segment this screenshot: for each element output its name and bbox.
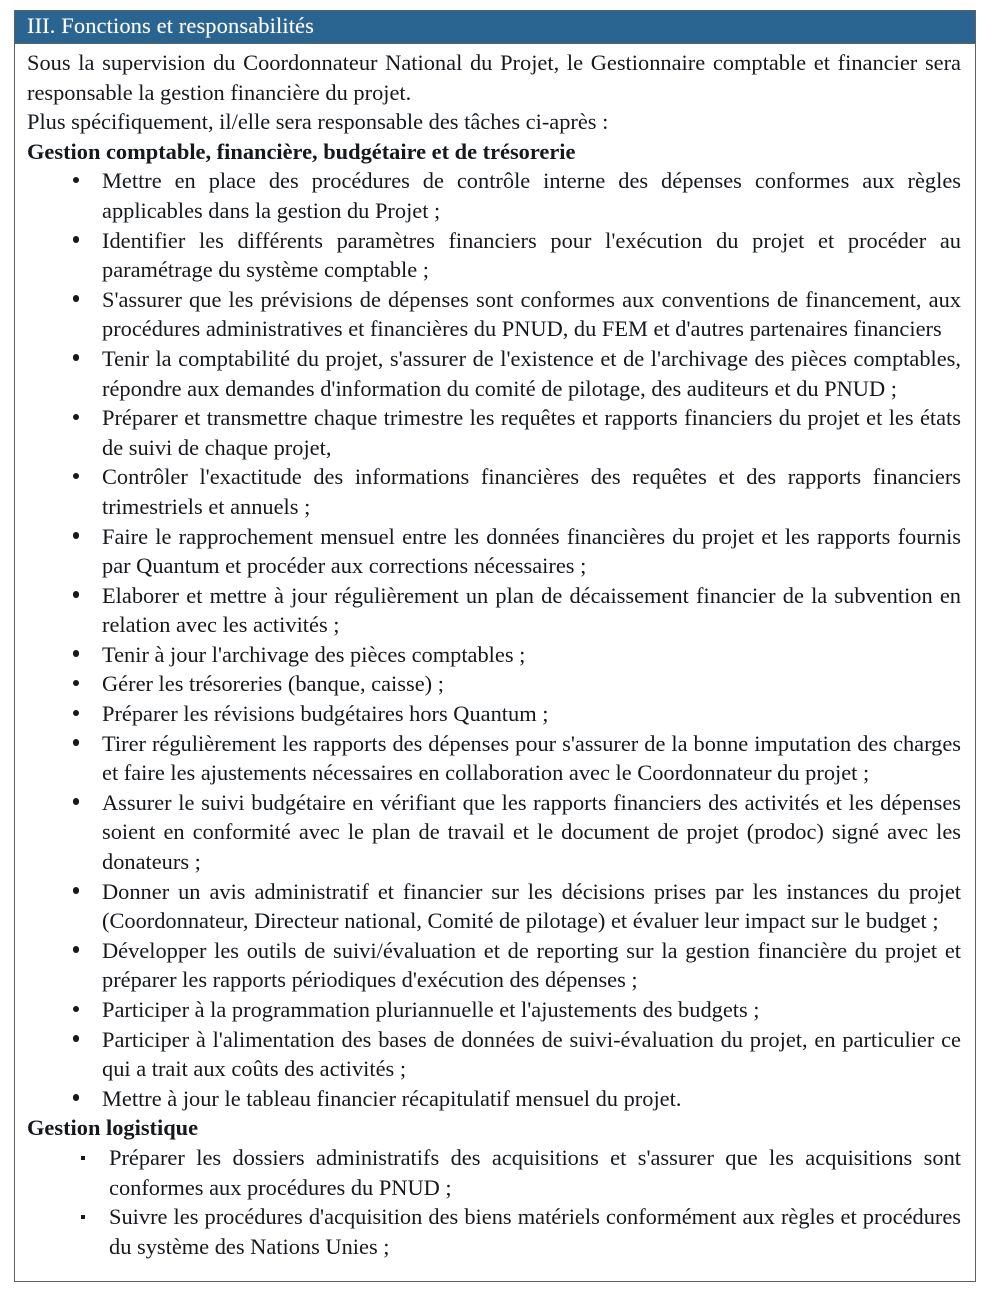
list-item	[27, 462, 961, 521]
bullet-dot-icon	[69, 462, 83, 492]
list-item	[27, 522, 961, 581]
list-item	[27, 1084, 961, 1114]
bullet-square-icon	[77, 1143, 89, 1173]
bullet-dot-icon	[69, 877, 83, 907]
intro-paragraph-1: Sous la supervision du Coordonnateur National du Projet, le Gestionnaire comptable et financier sera responsable la gestion financière du projet.	[27, 50, 961, 105]
logistics-duties-list	[27, 1143, 961, 1261]
list-item-text: Participer à l'alimentation des bases de données de suivi-évaluation du projet, en particulier ce qui a trait aux coûts des activités ;	[102, 1026, 961, 1082]
list-item-text: Elaborer et mettre à jour régulièrement un plan de décaissement financier de la subvention en relation avec les activités ;	[102, 582, 961, 638]
list-item	[27, 788, 961, 877]
list-item-text: Tenir à jour l'archivage des pièces comptables ;	[102, 641, 526, 667]
bullet-square-icon	[77, 1202, 89, 1232]
list-item	[27, 285, 961, 344]
bullet-dot-icon	[69, 344, 83, 374]
bullet-dot-icon	[69, 285, 83, 315]
list-item-text: Mettre en place des procédures de contrôle interne des dépenses conformes aux règles applicables dans la gestion du Projet ;	[102, 168, 961, 223]
section-title: III. Fonctions et responsabilités	[27, 12, 314, 38]
list-item	[27, 995, 961, 1025]
list-item	[27, 403, 961, 462]
bullet-dot-icon	[69, 729, 83, 759]
list-item-text: Tirer régulièrement les rapports des dépenses pour s'assurer de la bonne imputation des charges et faire les ajustements nécessaires en collaboration avec le Coordonnateur du projet ;	[102, 730, 961, 786]
list-item	[27, 729, 961, 788]
list-item	[27, 936, 961, 995]
list-item-text: S'assurer que les prévisions de dépenses sont conformes aux conventions de financement, aux procédures administratives et financières du PNUD, du FEM et d'autres partenaires financiers	[102, 286, 961, 342]
list-item	[27, 581, 961, 640]
list-item-text: Assurer le suivi budgétaire en vérifiant que les rapports financiers des activités et les dépenses soient en conformité avec le plan de travail et le document de projet (prodoc) signé avec les donateurs ;	[102, 789, 961, 875]
subsection-heading-accounting: Gestion comptable, financière, budgétaire et de trésorerie	[27, 138, 576, 164]
list-item-text: Contrôler l'exactitude des informations financières des requêtes et des rapports financiers trimestriels et annuels ;	[102, 464, 961, 519]
list-item-text: Tenir la comptabilité du projet, s'assurer de l'existence et de l'archivage des pièces comptables, répondre aux demandes d'information du comité de pilotage, des auditeurs et du PNUD ;	[102, 345, 961, 401]
list-item-text: Développer les outils de suivi/évaluation et de reporting sur la gestion financière du projet et préparer les rapports périodiques d'exécution des dépenses ;	[102, 937, 961, 993]
intro-paragraph-2: Plus spécifiquement, il/elle sera responsable des tâches ci-après :	[27, 109, 609, 135]
bullet-dot-icon	[69, 581, 83, 611]
document-border-box	[14, 10, 976, 1282]
bullet-dot-icon	[69, 699, 83, 729]
bullet-dot-icon	[69, 1084, 83, 1114]
list-item-text: Participer à la programmation pluriannuelle et l'ajustements des budgets ;	[102, 997, 760, 1022]
bullet-dot-icon	[69, 936, 83, 966]
bullet-dot-icon	[69, 226, 83, 256]
list-item-text: Préparer et transmettre chaque trimestre les requêtes et rapports financiers du projet et les états de suivi de chaque projet,	[102, 405, 961, 460]
list-item	[27, 166, 961, 225]
list-item	[27, 1143, 961, 1202]
list-item-text: Identifier les différents paramètres financiers pour l'exécution du projet et procéder au paramétrage du système comptable ;	[102, 227, 961, 283]
bullet-dot-icon	[69, 166, 83, 196]
list-item	[27, 640, 961, 670]
bullet-dot-icon	[69, 669, 83, 699]
list-item	[27, 877, 961, 936]
section-header-banner	[15, 11, 975, 44]
bullet-dot-icon	[69, 403, 83, 433]
list-item-text: Faire le rapprochement mensuel entre les données financières du projet et les rapports fournis par Quantum et procéder aux corrections nécessaires ;	[102, 523, 961, 579]
bullet-dot-icon	[69, 522, 83, 552]
section-body	[15, 44, 975, 1261]
bullet-dot-icon	[69, 995, 83, 1025]
list-item	[27, 226, 961, 285]
bullet-dot-icon	[69, 1025, 83, 1055]
accounting-duties-list	[27, 166, 961, 1113]
list-item	[27, 344, 961, 403]
bullet-dot-icon	[69, 640, 83, 670]
list-item-text: Donner un avis administratif et financier sur les décisions prises par les instances du projet (Coordonnateur, Directeur national, Comité de pilotage) et évaluer leur impact sur le budget ;	[102, 878, 961, 934]
list-item-text: Mettre à jour le tableau financier récapitulatif mensuel du projet.	[102, 1085, 682, 1111]
list-item-text: Préparer les révisions budgétaires hors Quantum ;	[102, 701, 549, 727]
list-item	[27, 1025, 961, 1084]
list-item-text: Préparer les dossiers administratifs des acquisitions et s'assurer que les acquisitions sont conformes aux procédures du PNUD ;	[109, 1144, 961, 1200]
list-item	[27, 669, 961, 699]
list-item-text: Suivre les procédures d'acquisition des biens matériels conformément aux règles et procédures du système des Nations Unies ;	[109, 1204, 961, 1259]
list-item-text: Gérer les trésoreries (banque, caisse) ;	[102, 671, 444, 697]
bullet-dot-icon	[69, 788, 83, 818]
list-item	[27, 699, 961, 729]
subsection-heading-logistics: Gestion logistique	[27, 1115, 199, 1141]
list-item	[27, 1202, 961, 1261]
